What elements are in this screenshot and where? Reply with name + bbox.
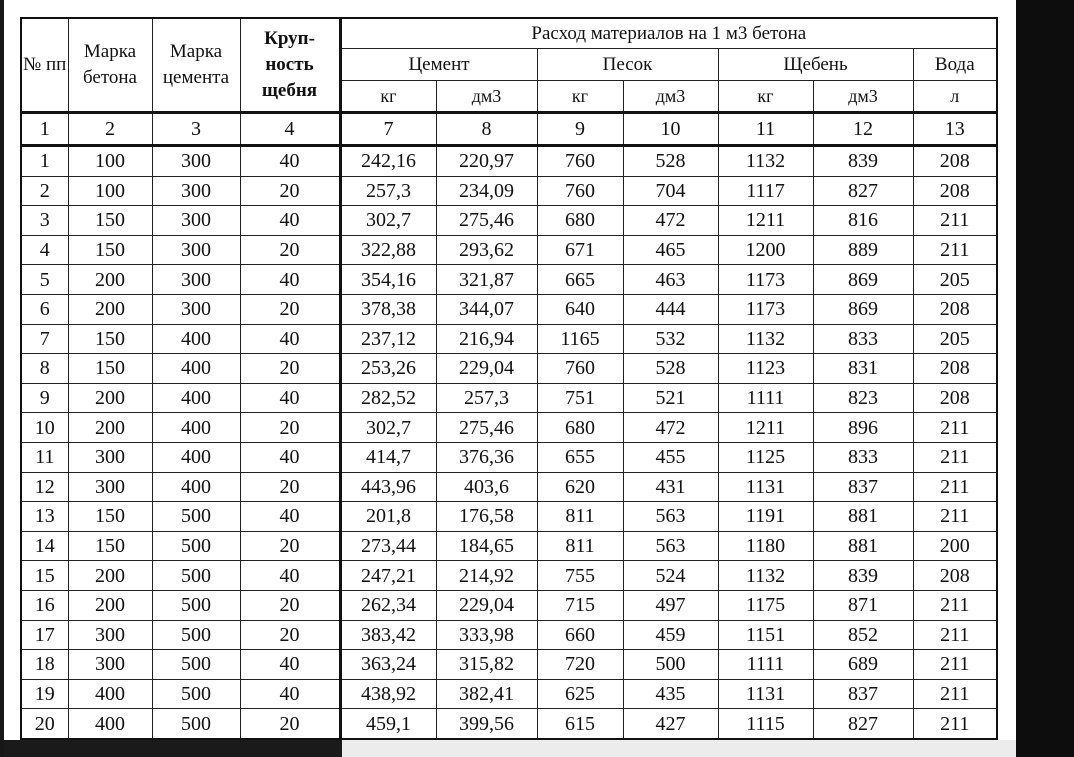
table-cell: 150: [68, 235, 152, 265]
table-cell: 720: [537, 650, 623, 680]
table-cell: 1131: [718, 679, 813, 709]
table-cell: 275,46: [436, 206, 537, 236]
table-cell: 400: [68, 709, 152, 739]
table-cell: 14: [21, 531, 68, 561]
table-cell: 615: [537, 709, 623, 739]
table-cell: 837: [813, 679, 913, 709]
column-number: 1: [21, 113, 68, 146]
table-cell: 20: [240, 531, 340, 561]
table-cell: 400: [152, 354, 240, 384]
table-cell: 273,44: [340, 531, 436, 561]
table-cell: 300: [152, 206, 240, 236]
table-cell: 13: [21, 502, 68, 532]
table-cell: 20: [240, 709, 340, 739]
header-consumption-title: Расход материалов на 1 м3 бетона: [340, 18, 997, 49]
table-cell: 435: [623, 679, 718, 709]
table-cell: 211: [913, 590, 997, 620]
table-cell: 208: [913, 354, 997, 384]
table-row: [21, 383, 997, 413]
table-cell: 760: [537, 354, 623, 384]
table-cell: 869: [813, 265, 913, 295]
table-cell: 40: [240, 146, 340, 177]
table-cell: 234,09: [436, 176, 537, 206]
table-cell: 176,58: [436, 502, 537, 532]
table-cell: 500: [623, 650, 718, 680]
table-cell: 300: [68, 620, 152, 650]
table-row: [21, 235, 997, 265]
table-cell: 751: [537, 383, 623, 413]
table-cell: 459: [623, 620, 718, 650]
column-number: 4: [240, 113, 340, 146]
table-cell: 211: [913, 650, 997, 680]
table-cell: 344,07: [436, 294, 537, 324]
table-cell: 660: [537, 620, 623, 650]
table-cell: 472: [623, 413, 718, 443]
table-cell: 20: [240, 235, 340, 265]
table-cell: 208: [913, 146, 997, 177]
table-cell: 833: [813, 442, 913, 472]
table-cell: 881: [813, 502, 913, 532]
column-number: 7: [340, 113, 436, 146]
table-cell: 40: [240, 265, 340, 295]
table-cell: 1132: [718, 146, 813, 177]
table-cell: 500: [152, 531, 240, 561]
column-number: 9: [537, 113, 623, 146]
table-cell: 201,8: [340, 502, 436, 532]
table-cell: 1173: [718, 265, 813, 295]
table-cell: 205: [913, 324, 997, 354]
table-cell: 665: [537, 265, 623, 295]
table-cell: 293,62: [436, 235, 537, 265]
table-cell: 211: [913, 472, 997, 502]
table-cell: 443,96: [340, 472, 436, 502]
table-cell: 19: [21, 679, 68, 709]
table-cell: 1111: [718, 650, 813, 680]
table-cell: 399,56: [436, 709, 537, 739]
header-gravel-size: Круп-ность щебня: [240, 18, 340, 113]
table-header: [21, 18, 997, 146]
table-cell: 1: [21, 146, 68, 177]
table-cell: 4: [21, 235, 68, 265]
table-cell: 1111: [718, 383, 813, 413]
column-number: 8: [436, 113, 537, 146]
table-cell: 150: [68, 502, 152, 532]
table-cell: 220,97: [436, 146, 537, 177]
table-cell: 465: [623, 235, 718, 265]
table-cell: 200: [68, 265, 152, 295]
table-cell: 262,34: [340, 590, 436, 620]
table-cell: 1165: [537, 324, 623, 354]
table-cell: 625: [537, 679, 623, 709]
header-unit-water-l: л: [913, 81, 997, 113]
table-cell: 528: [623, 146, 718, 177]
table-cell: 150: [68, 206, 152, 236]
table-cell: 200: [68, 294, 152, 324]
table-row: [21, 502, 997, 532]
table-cell: 400: [152, 442, 240, 472]
table-row: [21, 176, 997, 206]
table-cell: 208: [913, 383, 997, 413]
table-cell: 302,7: [340, 206, 436, 236]
table-cell: 376,36: [436, 442, 537, 472]
table-cell: 500: [152, 620, 240, 650]
table-cell: 1151: [718, 620, 813, 650]
table-cell: 150: [68, 354, 152, 384]
bottom-gray-strip: [342, 740, 1016, 757]
header-row-number: № пп: [21, 18, 68, 113]
table-cell: 1191: [718, 502, 813, 532]
table-cell: 211: [913, 235, 997, 265]
table-cell: 760: [537, 176, 623, 206]
table-row: [21, 413, 997, 443]
table-cell: 500: [152, 650, 240, 680]
table-cell: 438,92: [340, 679, 436, 709]
table-cell: 871: [813, 590, 913, 620]
table-cell: 211: [913, 442, 997, 472]
table-cell: 200: [68, 590, 152, 620]
table-cell: 211: [913, 709, 997, 739]
column-number-row: [21, 113, 997, 146]
header-unit-sand-dm3: дм3: [623, 81, 718, 113]
table-cell: 896: [813, 413, 913, 443]
table-cell: 200: [68, 383, 152, 413]
column-number: 10: [623, 113, 718, 146]
table-cell: 563: [623, 502, 718, 532]
table-cell: 16: [21, 590, 68, 620]
table-cell: 40: [240, 324, 340, 354]
header-concrete-grade: Марка бетона: [68, 18, 152, 113]
table-cell: 40: [240, 442, 340, 472]
table-row: [21, 620, 997, 650]
table-cell: 640: [537, 294, 623, 324]
bottom-dark-strip: [4, 740, 342, 757]
table-cell: 300: [152, 235, 240, 265]
table-row: [21, 442, 997, 472]
table-cell: 500: [152, 502, 240, 532]
table-cell: 1175: [718, 590, 813, 620]
table-cell: 459,1: [340, 709, 436, 739]
table-cell: 427: [623, 709, 718, 739]
table-cell: 214,92: [436, 561, 537, 591]
table-row: [21, 590, 997, 620]
table-cell: 1131: [718, 472, 813, 502]
table-cell: 500: [152, 561, 240, 591]
table-cell: 563: [623, 531, 718, 561]
table-cell: 216,94: [436, 324, 537, 354]
table-cell: 211: [913, 679, 997, 709]
table-cell: 300: [152, 265, 240, 295]
header-cement-grade: Марка цемента: [152, 18, 240, 113]
table-cell: 869: [813, 294, 913, 324]
table-cell: 472: [623, 206, 718, 236]
table-cell: 229,04: [436, 354, 537, 384]
table-cell: 2: [21, 176, 68, 206]
table-cell: 208: [913, 176, 997, 206]
table-cell: 500: [152, 709, 240, 739]
header-unit-gravel-kg: кг: [718, 81, 813, 113]
table-cell: 40: [240, 561, 340, 591]
table-cell: 889: [813, 235, 913, 265]
table-cell: 8: [21, 354, 68, 384]
table-cell: 400: [152, 324, 240, 354]
table-cell: 17: [21, 620, 68, 650]
table-cell: 333,98: [436, 620, 537, 650]
table-cell: 431: [623, 472, 718, 502]
table-cell: 40: [240, 383, 340, 413]
table-cell: 40: [240, 650, 340, 680]
header-group-gravel: Щебень: [718, 49, 913, 81]
table-cell: 827: [813, 709, 913, 739]
table-cell: 1117: [718, 176, 813, 206]
column-number: 12: [813, 113, 913, 146]
table-cell: 524: [623, 561, 718, 591]
concrete-mix-table: [20, 17, 998, 740]
table-cell: 257,3: [436, 383, 537, 413]
table-cell: 211: [913, 206, 997, 236]
table-cell: 1132: [718, 561, 813, 591]
table-cell: 1211: [718, 413, 813, 443]
table-cell: 400: [68, 679, 152, 709]
table-cell: 208: [913, 294, 997, 324]
table-cell: 403,6: [436, 472, 537, 502]
table-cell: 715: [537, 590, 623, 620]
header-group-cement: Цемент: [340, 49, 537, 81]
column-number: 3: [152, 113, 240, 146]
table-cell: 414,7: [340, 442, 436, 472]
table-cell: 1125: [718, 442, 813, 472]
table-cell: 300: [152, 294, 240, 324]
table-cell: 200: [68, 561, 152, 591]
header-group-water: Вода: [913, 49, 997, 81]
table-cell: 5: [21, 265, 68, 295]
table-cell: 881: [813, 531, 913, 561]
table-row: [21, 709, 997, 739]
table-cell: 40: [240, 502, 340, 532]
table-cell: 9: [21, 383, 68, 413]
table-cell: 1132: [718, 324, 813, 354]
table-cell: 827: [813, 176, 913, 206]
table-row: [21, 294, 997, 324]
table-cell: 20: [240, 620, 340, 650]
table-cell: 816: [813, 206, 913, 236]
table-cell: 282,52: [340, 383, 436, 413]
table-cell: 253,26: [340, 354, 436, 384]
table-cell: 184,65: [436, 531, 537, 561]
table-cell: 655: [537, 442, 623, 472]
header-group-sand: Песок: [537, 49, 718, 81]
table-row: [21, 146, 997, 177]
table-cell: 20: [240, 413, 340, 443]
column-number: 11: [718, 113, 813, 146]
table-cell: 20: [240, 590, 340, 620]
table-row: [21, 354, 997, 384]
table-row: [21, 324, 997, 354]
table-cell: 20: [21, 709, 68, 739]
table-cell: 211: [913, 413, 997, 443]
table-cell: 521: [623, 383, 718, 413]
table-cell: 833: [813, 324, 913, 354]
header-unit-gravel-dm3: дм3: [813, 81, 913, 113]
table-cell: 383,42: [340, 620, 436, 650]
table-cell: 275,46: [436, 413, 537, 443]
table-cell: 100: [68, 176, 152, 206]
table-cell: 200: [913, 531, 997, 561]
table-cell: 704: [623, 176, 718, 206]
table-cell: 211: [913, 620, 997, 650]
table-cell: 1173: [718, 294, 813, 324]
table-cell: 12: [21, 472, 68, 502]
table-cell: 532: [623, 324, 718, 354]
header-unit-sand-kg: кг: [537, 81, 623, 113]
table-cell: 242,16: [340, 146, 436, 177]
column-number: 13: [913, 113, 997, 146]
table-cell: 20: [240, 472, 340, 502]
table-cell: 497: [623, 590, 718, 620]
table-cell: 247,21: [340, 561, 436, 591]
table-cell: 500: [152, 679, 240, 709]
table-cell: 150: [68, 531, 152, 561]
table-cell: 500: [152, 590, 240, 620]
table-cell: 689: [813, 650, 913, 680]
table-cell: 463: [623, 265, 718, 295]
table-cell: 11: [21, 442, 68, 472]
table-cell: 100: [68, 146, 152, 177]
table-cell: 302,7: [340, 413, 436, 443]
table-cell: 354,16: [340, 265, 436, 295]
column-number: 2: [68, 113, 152, 146]
table-cell: 257,3: [340, 176, 436, 206]
table-cell: 15: [21, 561, 68, 591]
table-row: [21, 561, 997, 591]
table-cell: 839: [813, 561, 913, 591]
right-margin-shadow: [1016, 0, 1074, 757]
table-cell: 378,38: [340, 294, 436, 324]
table-cell: 755: [537, 561, 623, 591]
table-cell: 837: [813, 472, 913, 502]
table-cell: 363,24: [340, 650, 436, 680]
table-cell: 811: [537, 531, 623, 561]
table-cell: 620: [537, 472, 623, 502]
table-cell: 455: [623, 442, 718, 472]
table-cell: 205: [913, 265, 997, 295]
table-cell: 300: [152, 176, 240, 206]
table-cell: 315,82: [436, 650, 537, 680]
table-row: [21, 650, 997, 680]
table-row: [21, 206, 997, 236]
table-cell: 400: [152, 472, 240, 502]
table-cell: 1123: [718, 354, 813, 384]
table-cell: 3: [21, 206, 68, 236]
table-cell: 10: [21, 413, 68, 443]
table-cell: 760: [537, 146, 623, 177]
table-cell: 1200: [718, 235, 813, 265]
table-cell: 400: [152, 413, 240, 443]
table-cell: 300: [68, 472, 152, 502]
table-cell: 229,04: [436, 590, 537, 620]
table-cell: 200: [68, 413, 152, 443]
table-cell: 20: [240, 176, 340, 206]
table-cell: 823: [813, 383, 913, 413]
table-cell: 7: [21, 324, 68, 354]
table-cell: 300: [68, 442, 152, 472]
table-cell: 237,12: [340, 324, 436, 354]
table-cell: 382,41: [436, 679, 537, 709]
table-cell: 1211: [718, 206, 813, 236]
table-cell: 211: [913, 502, 997, 532]
table-cell: 40: [240, 679, 340, 709]
table-cell: 671: [537, 235, 623, 265]
table-cell: 811: [537, 502, 623, 532]
table-cell: 1180: [718, 531, 813, 561]
table-row: [21, 679, 997, 709]
table-cell: 852: [813, 620, 913, 650]
table-cell: 40: [240, 206, 340, 236]
table-cell: 1115: [718, 709, 813, 739]
table-cell: 680: [537, 206, 623, 236]
table-cell: 208: [913, 561, 997, 591]
table-cell: 150: [68, 324, 152, 354]
table-body: [21, 146, 997, 739]
header-unit-cement-kg: кг: [340, 81, 436, 113]
table-cell: 300: [152, 146, 240, 177]
table-cell: 839: [813, 146, 913, 177]
table-cell: 400: [152, 383, 240, 413]
table-cell: 18: [21, 650, 68, 680]
header-unit-cement-dm3: дм3: [436, 81, 537, 113]
table-cell: 6: [21, 294, 68, 324]
table-cell: 831: [813, 354, 913, 384]
table-row: [21, 472, 997, 502]
table-cell: 321,87: [436, 265, 537, 295]
table-cell: 528: [623, 354, 718, 384]
table-cell: 444: [623, 294, 718, 324]
table-cell: 680: [537, 413, 623, 443]
table-row: [21, 531, 997, 561]
table-cell: 300: [68, 650, 152, 680]
table-cell: 322,88: [340, 235, 436, 265]
table-cell: 20: [240, 294, 340, 324]
table-cell: 20: [240, 354, 340, 384]
table-row: [21, 265, 997, 295]
